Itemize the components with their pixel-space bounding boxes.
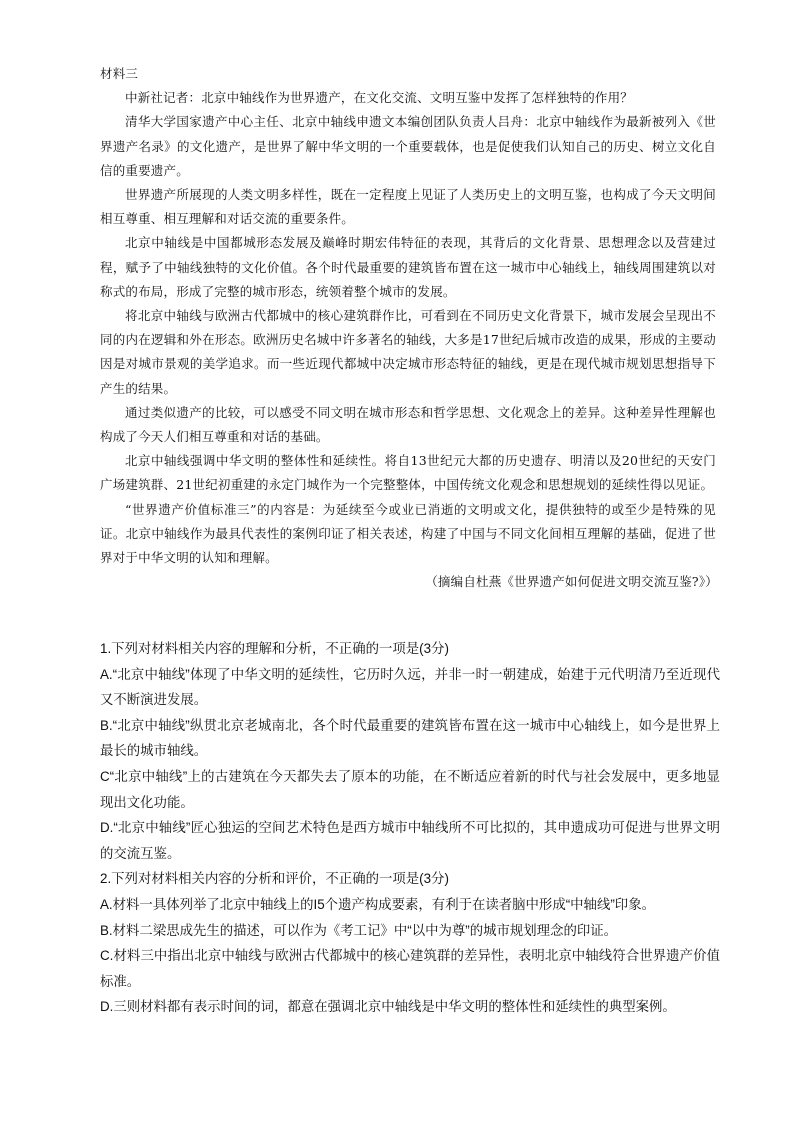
question-1	[100, 636, 720, 866]
material-paragraph: 北京中轴线强调中华文明的整体性和延续性。将自13世纪元大都的历史遗存、明清以及20世纪的天安门广场建筑群、21世纪初重建的永定门城作为一个完整整体，中国传统文化观念和思想规划的延续性得以见证。	[100, 453, 716, 493]
option-c: C.材料三中指出北京中轴线与欧洲古代都城中的核心建筑群的差异性，表明北京中轴线符合世界遗产价值标准。	[100, 948, 720, 989]
question-list	[100, 636, 720, 1020]
material-paragraph: 中新社记者：北京中轴线作为世界遗产，在文化交流、文明互鉴中发挥了怎样独特的作用？	[125, 90, 634, 106]
question-stem: 2.下列对材料相关内容的分析和评价，不正确的一项是(3分)	[100, 871, 449, 887]
option-d: D.三则材料都有表示时间的词，都意在强调北京中轴线是中华文明的整体性和延续性的典型案例。	[100, 999, 676, 1015]
option-b: B.材料二梁思成先生的描述，可以作为《考工记》中“以中为尊”的城市规划理念的印证。	[100, 922, 618, 938]
material-paragraph: 北京中轴线是中国都城形态发展及巅峰时期宏伟特征的表现，其背后的文化背景、思想理念以及营建过程，赋予了中轴线独特的文化价值。各个时代最重要的建筑皆布置在这一城市中心轴线上，轴线周围建筑以对称式的布局，形成了完整的城市形态，统领着整个城市的发展。	[100, 235, 716, 299]
material-paragraph: 清华大学国家遗产中心主任、北京中轴线申遗文本编创团队负责人吕舟：北京中轴线作为最新被列入《世界遗产名录》的文化遗产，是世界了解中华文明的一个重要载体，也是促使我们认知自己的历史、树立文化自信的重要遗产。	[100, 114, 716, 178]
material-paragraph: 通过类似遗产的比较，可以感受不同文明在城市形态和哲学思想、文化观念上的差异。这种差异性理解也构成了今天人们相互尊重和对话的基础。	[100, 404, 716, 445]
reading-material	[100, 62, 716, 594]
material-paragraph: 世界遗产所展现的人类文明多样性，既在一定程度上见证了人类历史上的文明互鉴，也构成了今天文明间相互尊重、相互理解和对话交流的重要条件。	[100, 187, 716, 227]
material-paragraph: 将北京中轴线与欧洲古代都城中的核心建筑群作比，可看到在不同历史文化背景下，城市发展会呈现出不同的内在逻辑和外在形态。欧洲历史名城中许多著名的轴线，大多是17世纪后城市改造的成果，形成的主要动因是对城市景观的美学追求。而一些近现代都城中决定城市形态特征的轴线，更是在现代城市规划思想指导下产生的结果。	[100, 308, 716, 396]
question-2	[100, 866, 720, 1020]
question-stem: 1.下列对材料相关内容的理解和分析，不正确的一项是(3分)	[100, 641, 449, 656]
option-b: B.“北京中轴线”纵贯北京老城南北，各个时代最重要的建筑皆布置在这一城市中心轴线上，如今是世界上最长的城市轴线。	[100, 717, 720, 759]
material-heading: 材料三	[100, 66, 139, 81]
option-c: C“北京中轴线”上的古建筑在今天都失去了原本的功能，在不断适应着新的时代与社会发展中，更多地显现出文化功能。	[100, 768, 720, 810]
option-a: A.“北京中轴线”体现了中华文明的延续性，它历时久远，并非一时一朝建成，始建于元代明清乃至近现代又不断演进发展。	[100, 666, 720, 708]
option-d: D.“北京中轴线”匠心独运的空间艺术特色是西方城市中轴线所不可比拟的，其申遗成功可促进与世界文明的交流互鉴。	[100, 820, 720, 861]
material-source: （摘编自杜燕《世界遗产如何促进文明交流互鉴?》）	[425, 574, 718, 590]
material-paragraph: “世界遗产价值标准三”的内容是：为延续至今或业已消逝的文明或文化，提供独特的或至少是特殊的见证。北京中轴线作为最具代表性的案例印证了相关表述，构建了中国与不同文化间相互理解的基础，促进了世界对于中华文明的认知和理解。	[100, 501, 716, 566]
option-a: A.材料一具体列举了北京中轴线上的I5个遗产构成要素，有利于在读者脑中形成“中轴线”印象。	[100, 896, 655, 912]
